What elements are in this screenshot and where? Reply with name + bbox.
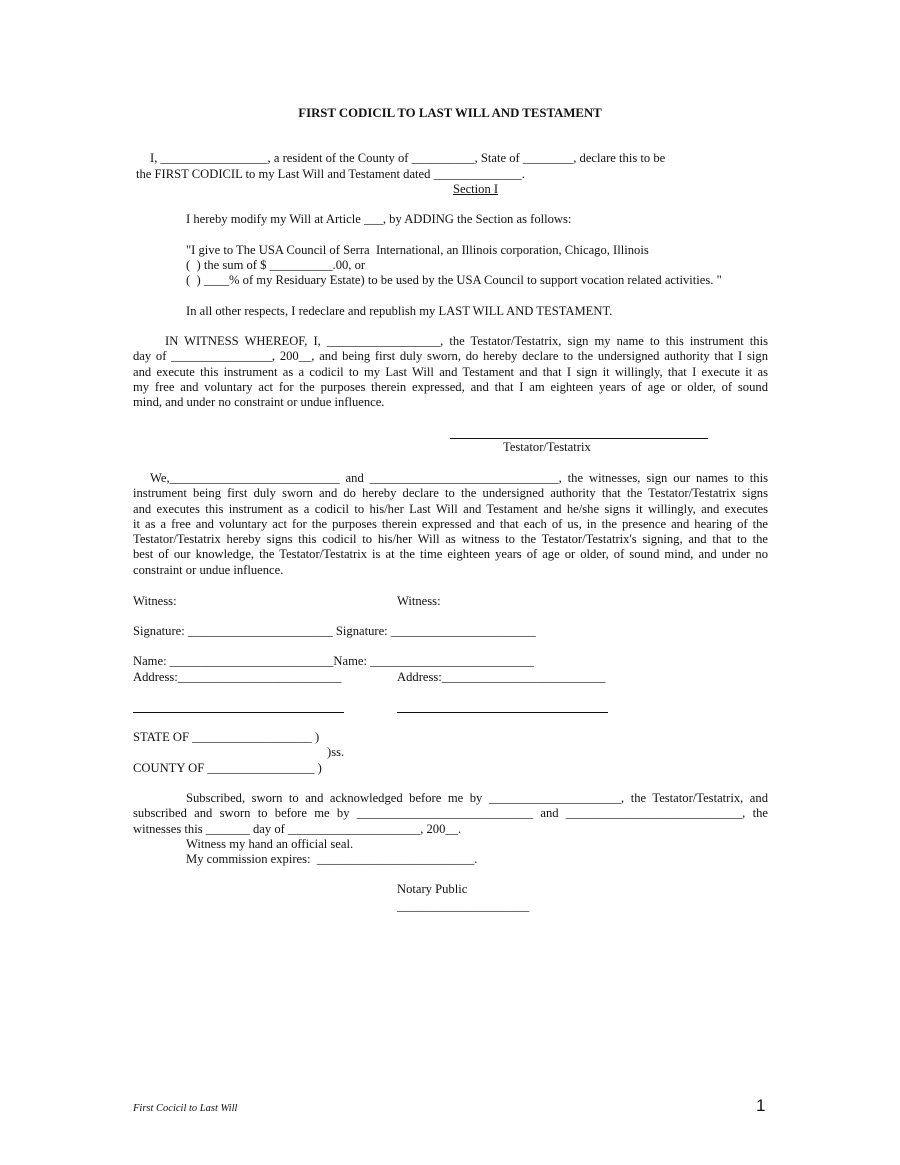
notary-paragraph xyxy=(133,791,768,837)
testator-label: Testator/Testatrix xyxy=(503,440,591,454)
witnesses-line: Testator/Testatrix hereby signs this codicil to his/her Will as witness to the Testator/Testatrix's signing, and that to the xyxy=(133,532,768,547)
redeclare-statement: In all other respects, I redeclare and republish my LAST WILL AND TESTAMENT. xyxy=(186,304,613,318)
witnesses-line: instrument being first duly sworn and do hereby declare to the undersigned authority that the Testator/Testatrix signs xyxy=(133,486,768,501)
intro-line-1: I, _________________, a resident of the County of __________, State of ________, declare this to be xyxy=(150,151,666,165)
notary-line: subscribed and sworn to before me by ____________________________ and ____________________________, the xyxy=(133,806,768,821)
section-heading: Section I xyxy=(453,182,499,196)
gift-line-1: "I give to The USA Council of Serra International, an Illinois corporation, Chicago, Illinois xyxy=(186,243,649,257)
witness-whereof-paragraph xyxy=(133,334,768,410)
state-of-line: STATE OF ___________________ ) xyxy=(133,730,320,744)
right-address-continuation-line xyxy=(397,712,608,713)
notary-public-signature-line: _____________________ xyxy=(397,899,530,913)
witnesses-line: We,___________________________ and ______________________________, the witnesses, sign our names to this xyxy=(150,471,768,485)
left-address-continuation-line xyxy=(133,712,344,713)
notary-public-label: Notary Public xyxy=(397,882,468,896)
right-witness-label: Witness: xyxy=(397,594,441,608)
witnesses-line: constraint or undue influence. xyxy=(133,562,284,577)
left-address-line: Address:__________________________ xyxy=(133,670,342,684)
signature-line: Signature: _______________________ Signature: _______________________ xyxy=(133,624,536,638)
witnesses-line: best of our knowledge, the Testator/Testatrix is at the time eighteen years of age or older, of sound mind, and under no xyxy=(133,547,768,562)
witnesses-line: and executes this instrument as a codicil to his/her Last Will and Testament and he/she signs it willingly, and executes xyxy=(133,501,768,516)
ss-marker: )ss. xyxy=(327,745,345,759)
witnesses-line: it as a free and voluntary act for the purposes therein expressed and that each of us, in the presence and hearing of the xyxy=(133,516,768,531)
notary-line: Subscribed, sworn to and acknowledged before me by _____________________, the Testator/Testatrix, and xyxy=(186,791,768,805)
county-of-line: COUNTY OF _________________ ) xyxy=(133,761,322,775)
modify-statement: I hereby modify my Will at Article ___, by ADDING the Section as follows: xyxy=(186,212,572,226)
commission-expires: My commission expires: _________________________. xyxy=(186,852,478,866)
intro-line-2: the FIRST CODICIL to my Last Will and Testament dated ______________. xyxy=(136,167,525,181)
notary-line: witnesses this _______ day of _____________________, 200__. xyxy=(133,821,462,836)
right-address-line: Address:__________________________ xyxy=(397,670,606,684)
page-number: 1 xyxy=(756,1096,766,1115)
witness-whereof-line: my free and voluntary act for the purposes therein expressed, and that I am eighteen years of age or older, of sound xyxy=(133,379,768,394)
document-title: FIRST CODICIL TO LAST WILL AND TESTAMENT xyxy=(298,106,602,120)
witness-whereof-line: IN WITNESS WHEREOF, I, __________________, the Testator/Testatrix, sign my name to this instrument this xyxy=(165,334,768,348)
witness-whereof-line: and execute this instrument as a codicil to my Last Will and Testament and that I sign it willingly, that I execute it as xyxy=(133,364,768,379)
gift-line-3: ( ) ____% of my Residuary Estate) to be used by the USA Council to support vocation related activities. " xyxy=(186,273,722,287)
witnesses-paragraph xyxy=(133,471,768,578)
name-line: Name: __________________________Name: __________________________ xyxy=(133,654,534,668)
footer-document-name: First Cocicil to Last Will xyxy=(133,1103,238,1114)
testator-signature-line xyxy=(450,438,708,439)
gift-line-2: ( ) the sum of $ __________.00, or xyxy=(186,258,366,272)
witness-whereof-line: day of ________________, 200__, and being first duly sworn, do hereby declare to the undersigned authority that I sign xyxy=(133,349,768,364)
witness-hand-seal: Witness my hand an official seal. xyxy=(186,837,354,851)
left-witness-label: Witness: xyxy=(133,594,177,608)
witness-whereof-line: mind, and under no constraint or undue influence. xyxy=(133,395,385,410)
